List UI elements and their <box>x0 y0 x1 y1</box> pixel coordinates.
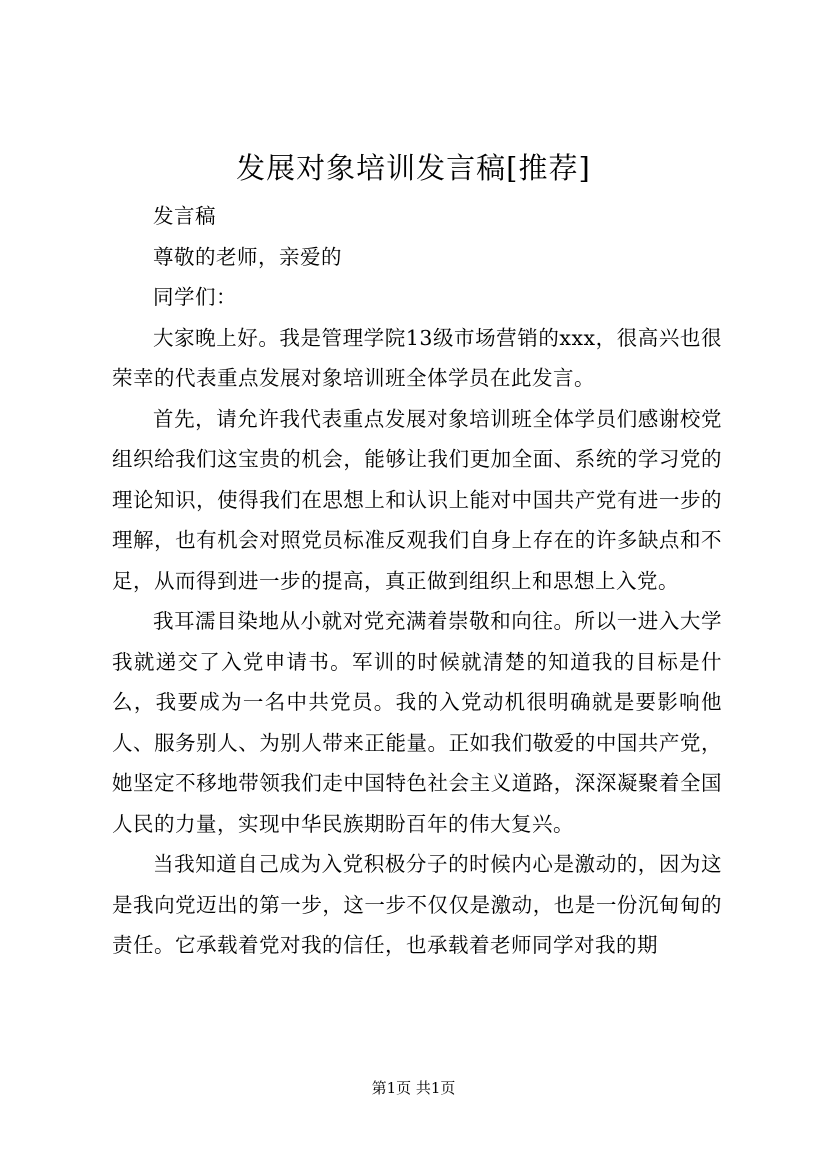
paragraph-greeting: 尊敬的老师，亲爱的 <box>153 244 342 269</box>
paragraph-activist: 当我知道自己成为入党积极分子的时候内心是激动的，因为这是我向党迈出的第一步，这一步不仅仅是激动，也是一份沉甸甸的责任。它承载着党对我的信任，也承载着老师同学对我的期 <box>112 852 722 957</box>
paragraph-thanks: 首先，请允许我代表重点发展对象培训班全体学员们感谢校党组织给我们这宝贵的机会，能够让我们更加全面、系统的学习党的理论知识，使得我们在思想上和认识上能对中国共产党有进一步的理解，也有机会对照党员标准反观我们自身上存在的许多缺点和不足，从而得到进一步的提高，真正做到组织上和思想上入党。 <box>112 406 722 593</box>
paragraph-motivation: 我耳濡目染地从小就对党充满着崇敬和向往。所以一进入大学我就递交了入党申请书。军训的时候就清楚的知道我的目标是什么，我要成为一名中共党员。我的入党动机很明确就是要影响他人、服务别人、为别人带来正能量。正如我们敬爱的中国共产党，她坚定不移地带领我们走中国特色社会主义道路，深深凝聚着全国人民的力量，实现中华民族期盼百年的伟大复兴。 <box>112 609 722 836</box>
paragraph-greeting-classmates: 同学们： <box>153 285 237 309</box>
page-footer: 第1页 共1页 <box>371 1079 456 1097</box>
document-title: 发展对象培训发言稿[推荐] <box>236 151 591 185</box>
paragraph-salutation-type: 发言稿 <box>153 204 216 228</box>
paragraph-intro: 大家晚上好。我是管理学院13级市场营销的xxx，很高兴也很荣幸的代表重点发展对象培训班全体学员在此发言。 <box>112 325 722 390</box>
document-body <box>112 196 722 966</box>
